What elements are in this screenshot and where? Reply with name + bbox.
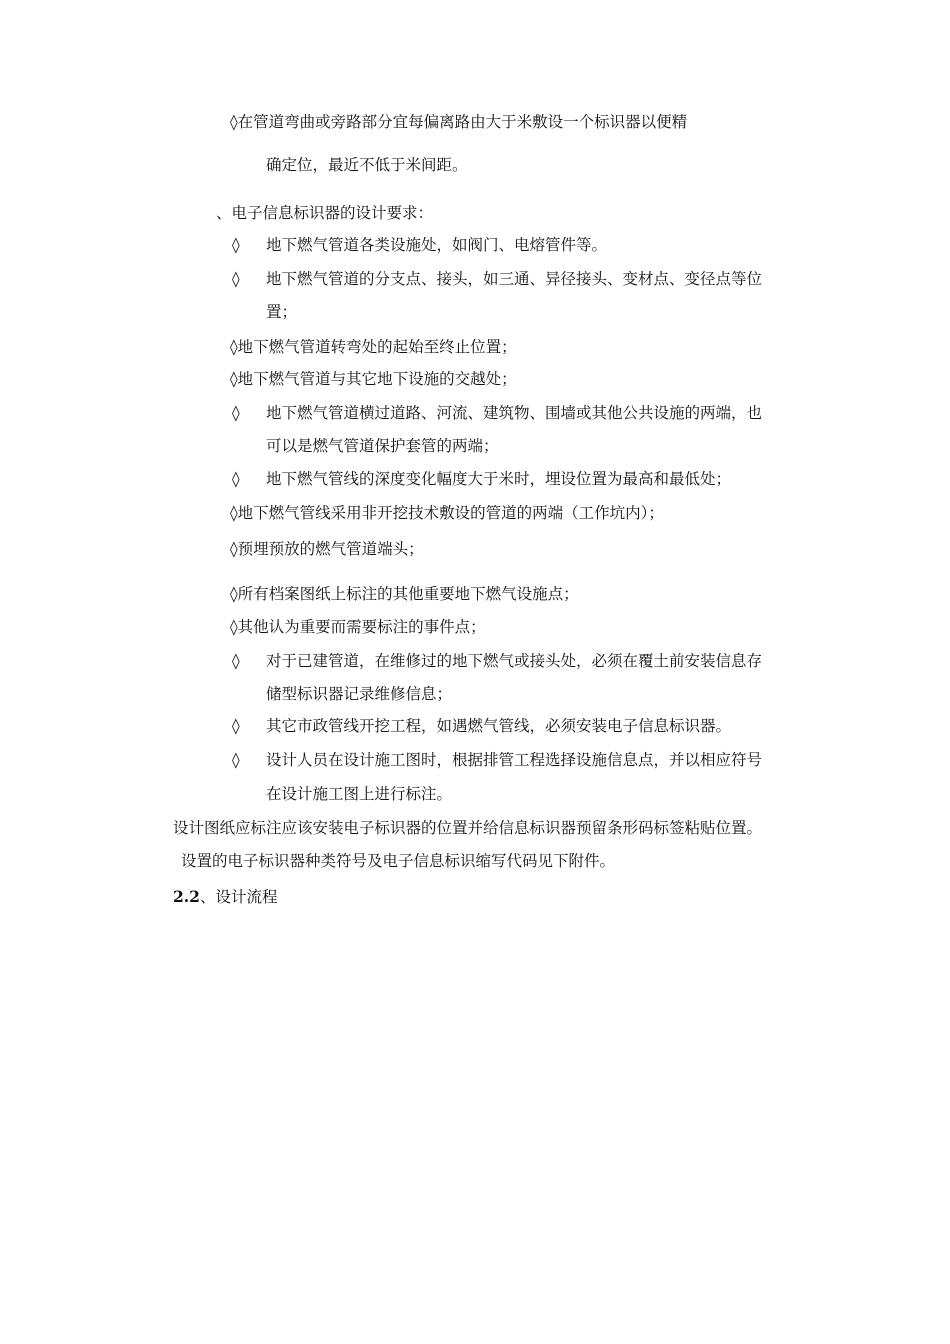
paragraph: 设置的电子标识器种类符号及电子信息标识缩写代码见下附件。 (181, 852, 616, 870)
list-item: 地下燃气管道横过道路、河流、建筑物、围墙或其他公共设施的两端，也 (266, 404, 763, 422)
bullet-diamond-icon: ◊ (232, 470, 240, 488)
bullet-diamond-icon: ◊ (232, 652, 240, 670)
list-item: ◊其他认为重要而需要标注的事件点； (230, 618, 486, 636)
list-item-continuation: 储型标识器记录维修信息； (266, 685, 453, 703)
section-title-text: 、设计流程 (199, 888, 278, 906)
list-item: 设计人员在设计施工图时，根据排管工程选择设施信息点，并以相应符号 (266, 751, 763, 769)
bullet-diamond-icon: ◊ (232, 270, 240, 288)
list-item: 地下燃气管道各类设施处，如阀门、电熔管件等。 (266, 236, 608, 254)
list-item: 对于已建管道，在维修过的地下燃气或接头处，必须在覆土前安装信息存 (266, 652, 763, 670)
paragraph-line: ◊在管道弯曲或旁路部分宜每偏离路由大于米敷设一个标识器以便精 (230, 113, 688, 131)
list-item: ◊地下燃气管道转弯处的起始至终止位置； (230, 338, 517, 356)
list-item-continuation: 置； (266, 303, 298, 321)
list-item: ◊预埋预放的燃气管道端头； (230, 540, 424, 558)
list-item: ◊所有档案图纸上标注的其他重要地下燃气设施点； (230, 585, 579, 603)
paragraph: 设计图纸应标注应该安装电子标识器的位置并给信息标识器预留条形码标签粘贴位置。 (173, 819, 763, 837)
bullet-diamond-icon: ◊ (232, 751, 240, 769)
list-item: 地下燃气管道的分支点、接头，如三通、异径接头、变材点、变径点等位 (266, 270, 763, 288)
list-item: 其它市政管线开挖工程，如遇燃气管线，必须安装电子信息标识器。 (266, 717, 732, 735)
list-item-continuation: 可以是燃气管道保护套管的两端； (266, 437, 499, 455)
list-item-continuation: 在设计施工图上进行标注。 (266, 785, 453, 803)
section-number: 2.2 (173, 887, 200, 906)
bullet-diamond-icon: ◊ (232, 717, 240, 735)
list-item: ◊地下燃气管道与其它地下设施的交越处； (230, 370, 517, 388)
paragraph-line: 确定位，最近不低于米间距。 (266, 156, 468, 174)
list-item: ◊地下燃气管线采用非开挖技术敷设的管道的两端（工作坑内）； (230, 504, 664, 522)
section-heading: 、电子信息标识器的设计要求： (216, 204, 434, 222)
bullet-diamond-icon: ◊ (232, 404, 240, 422)
list-item: 地下燃气管线的深度变化幅度大于米时，埋设位置为最高和最低处； (266, 470, 732, 488)
section-title (173, 887, 277, 907)
bullet-diamond-icon: ◊ (232, 236, 240, 254)
